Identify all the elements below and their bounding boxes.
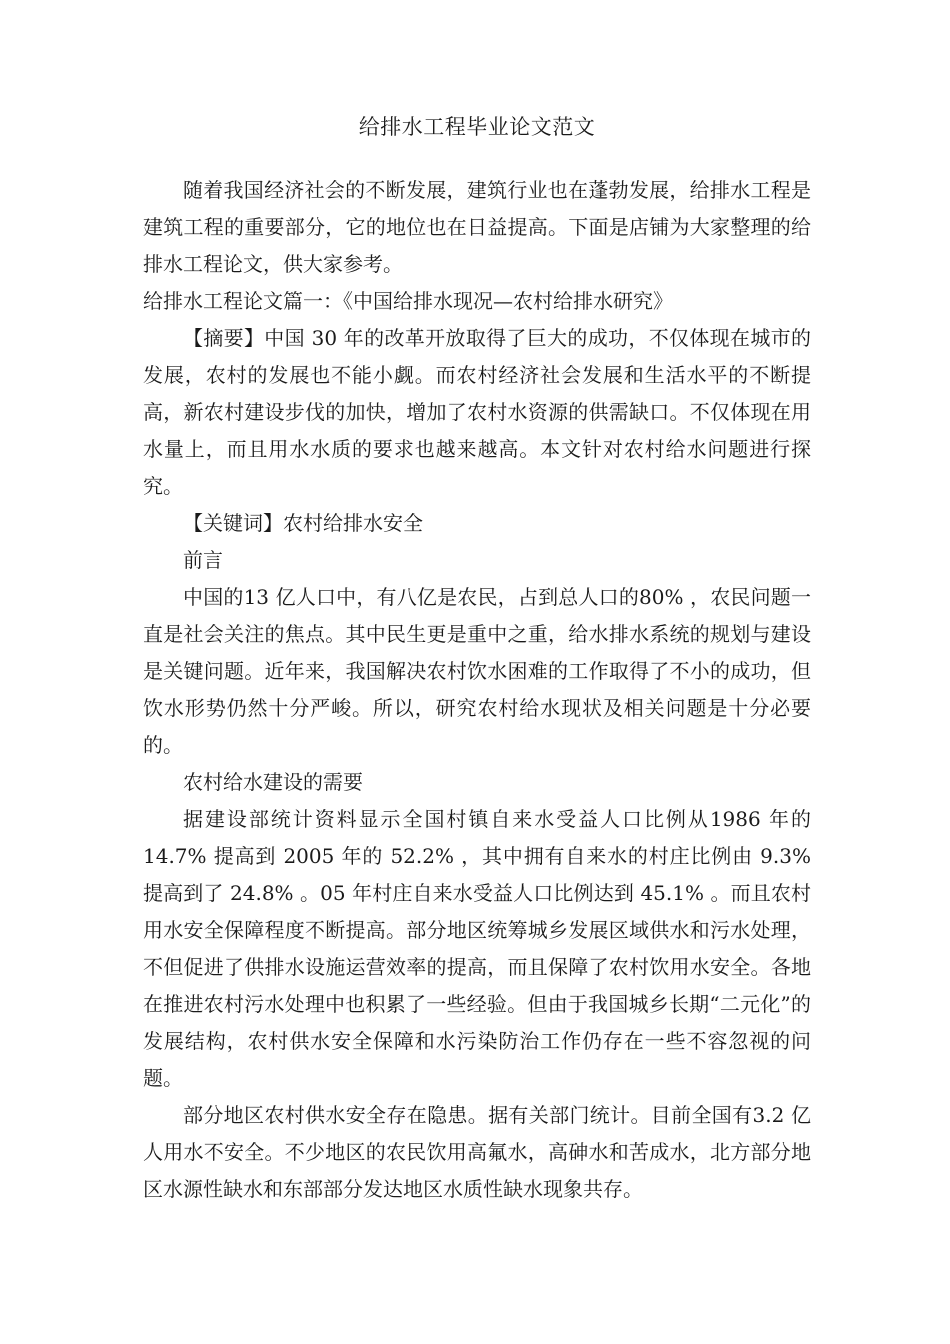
paragraph-preface: 中国的13 亿人口中，有八亿是农民，占到总人口的80% ，农民问题一直是社会关注的焦点。其中民生更是重中之重，给水排水系统的规划与建设是关键问题。近年来，我国解决农村饮水困难的工作取得了不小的成功，但饮水形势仍然十分严峻。所以，研究农村给水现状及相关问题是十分必要的。 — [143, 585, 811, 757]
paragraph-statistics: 据建设部统计资料显示全国村镇自来水受益人口比例从1986 年的14.7% 提高到 2005 年的 52.2% ，其中拥有自来水的村庄比例由 9.3% 提高到了 24.8% 。05 年村庄自来水受益人口比例达到 45.1% 。而且农村用水安全保障程度不断提高。部分地区统筹城乡发展区域供水和污水处理，不但促进了供排水设施运营效率的提高，而且保障了农村饮用水安全。各地在推进农村污水处理中也积累了一些经验。但由于我国城乡长期“二元化”的发展结构，农村供水安全保障和水污染防治工作仍存在一些不容忽视的问题。 — [143, 807, 811, 1090]
paragraph-abstract: 【摘要】中国 30 年的改革开放取得了巨大的成功，不仅体现在城市的发展，农村的发展也不能小觑。而农村经济社会发展和生活水平的不断提高，新农村建设步伐的加快，增加了农村水资源的供需缺口。不仅体现在用水量上，而且用水水质的要求也越来越高。本文针对农村给水问题进行探究。 — [143, 326, 811, 498]
paragraph-safety: 部分地区农村供水安全存在隐患。据有关部门统计。目前全国有3.2 亿人用水不安全。不少地区的农民饮用高氟水，高砷水和苦成水，北方部分地区水源性缺水和东部部分发达地区水质性缺水现象共存。 — [143, 1103, 811, 1201]
section-heading-needs: 农村给水建设的需要 — [183, 770, 363, 794]
document-title: 给排水工程毕业论文范文 — [358, 115, 596, 139]
paragraph-intro: 随着我国经济社会的不断发展，建筑行业也在蓬勃发展，给排水工程是建筑工程的重要部分，它的地位也在日益提高。下面是店铺为大家整理的给排水工程论文，供大家参考。 — [143, 178, 811, 276]
paragraph-article-heading: 给排水工程论文篇一：《中国给排水现况—农村给排水研究》 — [143, 289, 673, 313]
paragraph-keywords: 【关键词】农村给排水安全 — [183, 511, 423, 535]
section-heading-preface: 前言 — [183, 548, 223, 572]
document-body — [143, 172, 811, 1208]
